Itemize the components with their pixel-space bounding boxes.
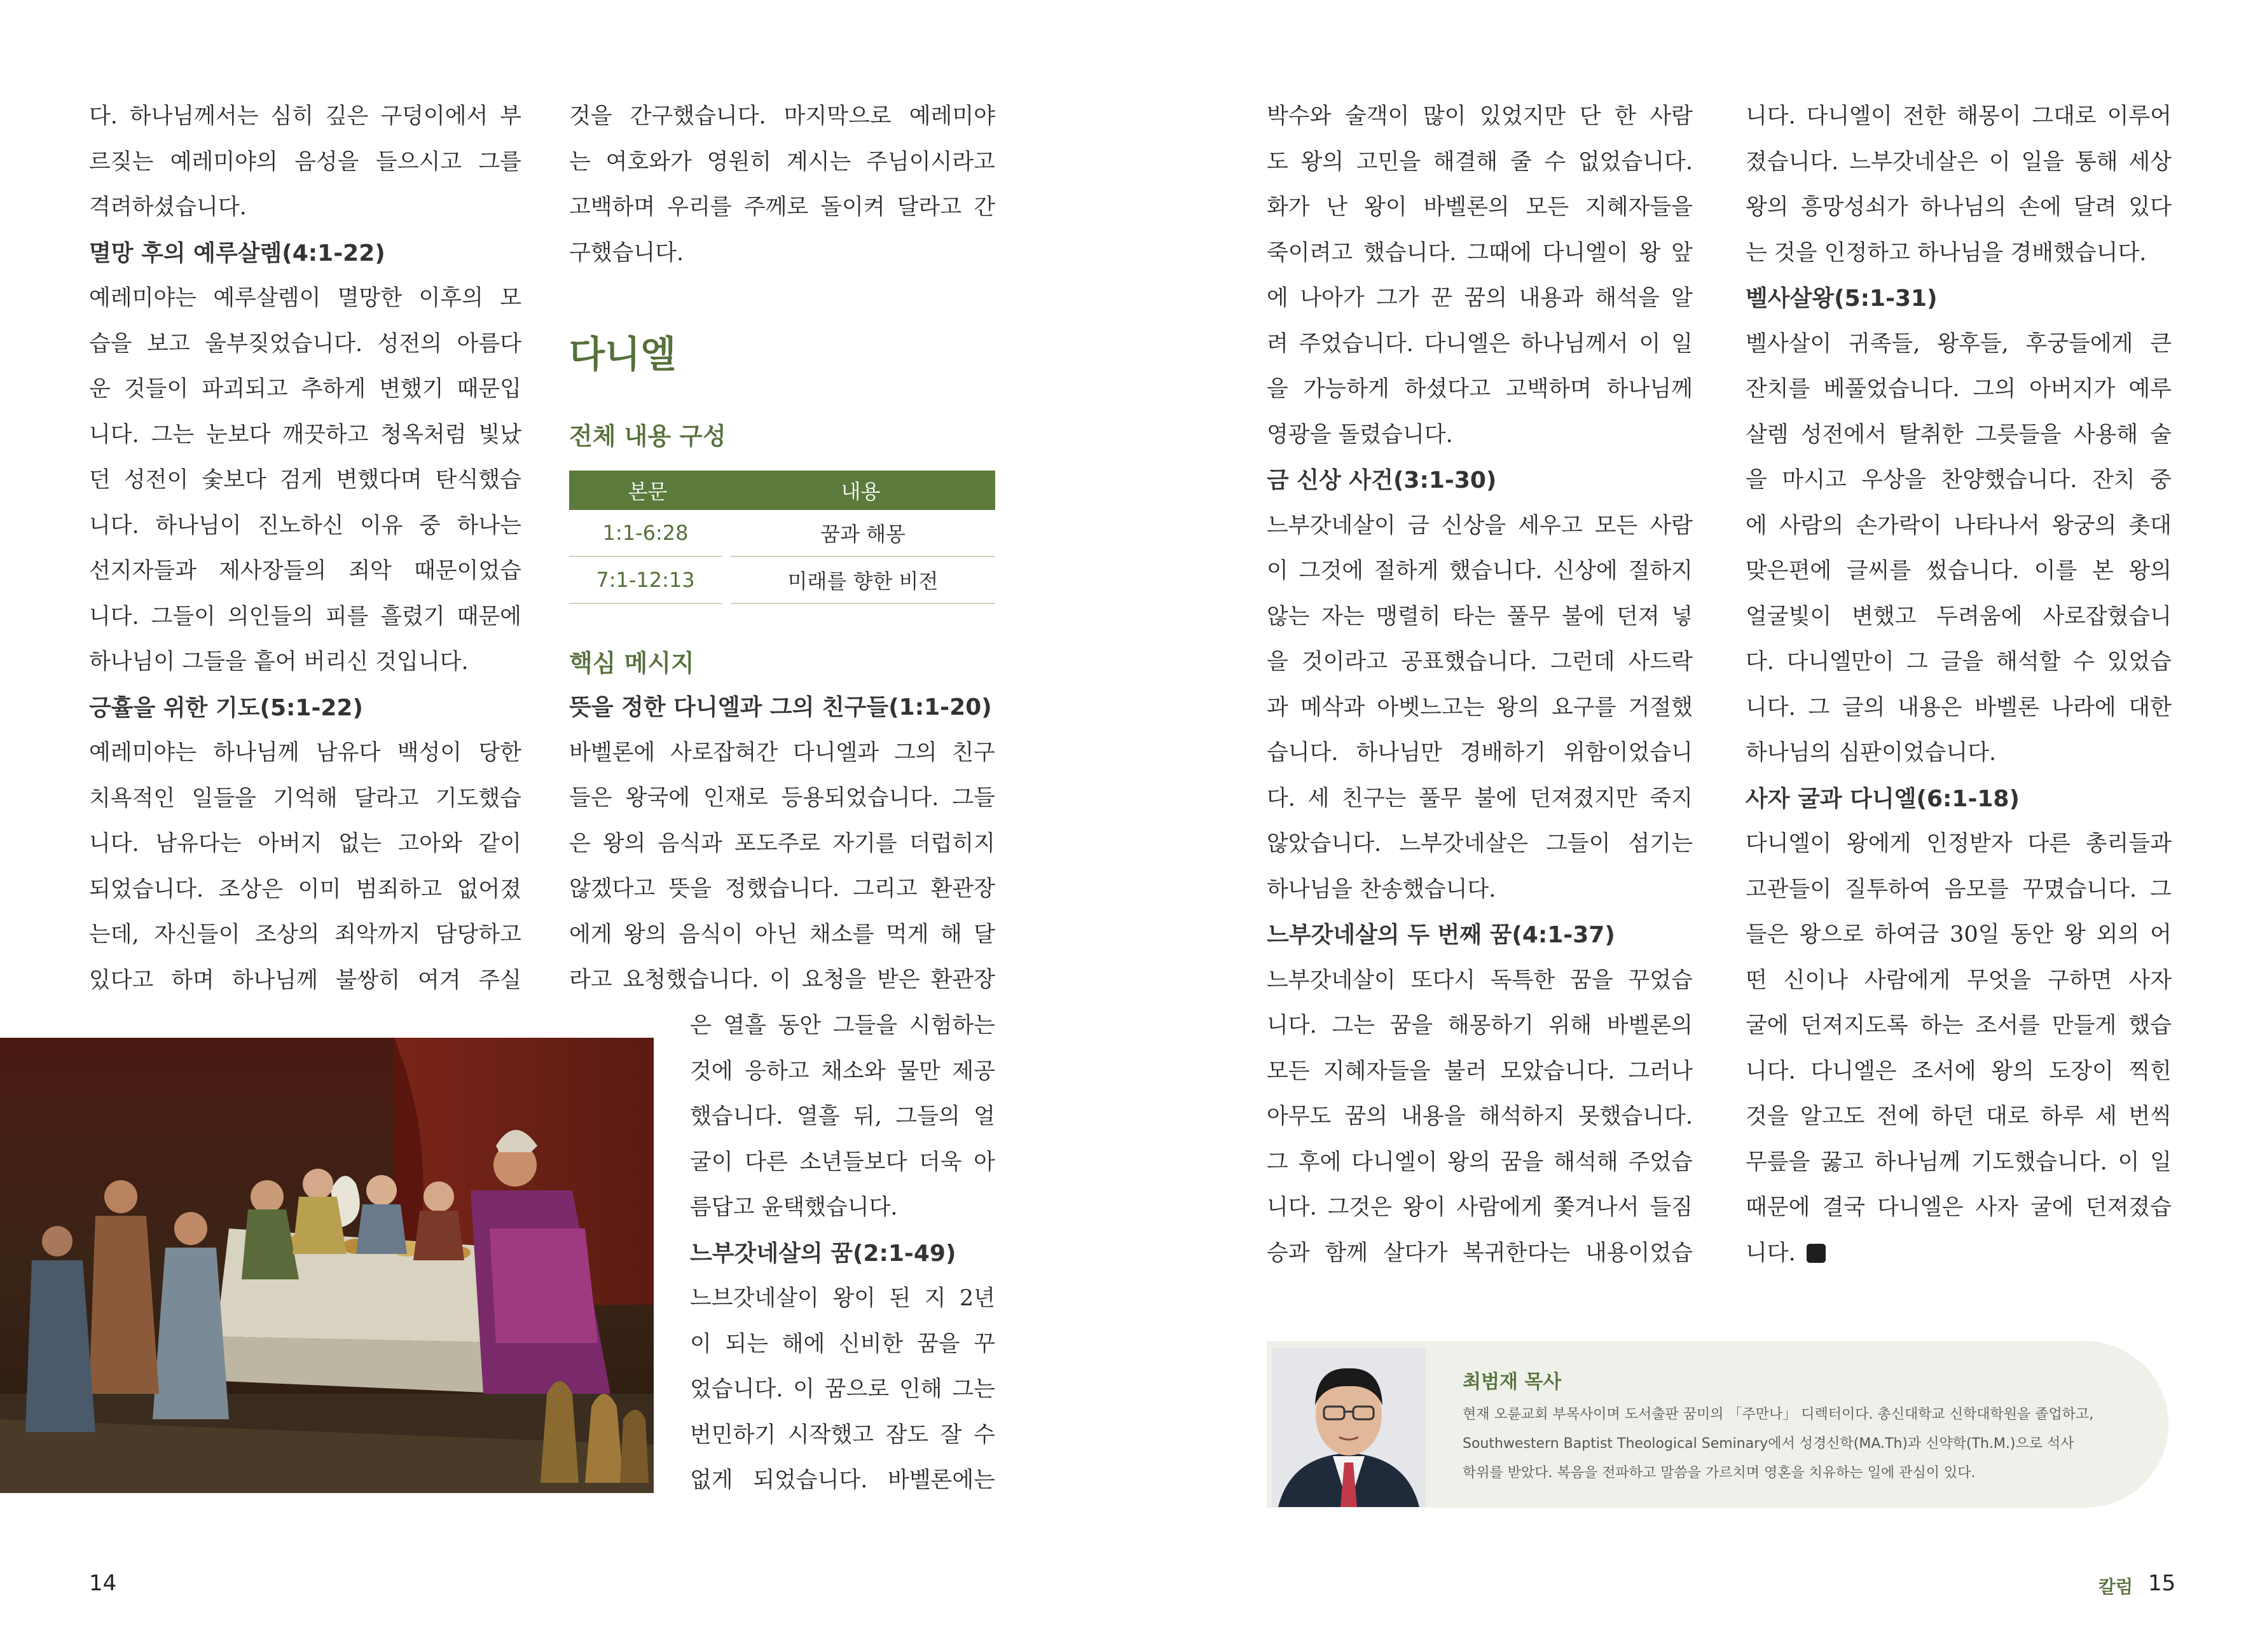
text-line: 르짖는 예레미야의 음성을 들으시고 그를 (89, 149, 521, 175)
table-header: 본문 (569, 471, 726, 510)
text-line: 던 성전이 숯보다 검게 변했다며 탄식했습 (89, 467, 521, 493)
text-line: 있다고 하며 하나님께 불쌍히 여겨 주실 (89, 967, 521, 993)
text-line: 않겠다고 뜻을 정했습니다. 그리고 환관장 (569, 876, 995, 902)
text-line: 니다. 다니엘은 조서에 왕의 도장이 찍힌 (1746, 1058, 2172, 1084)
text-line: 에 나아가 그가 꾼 꿈의 내용과 해석을 알 (1267, 286, 1693, 311)
text-line: 는 것을 인정하고 하나님을 경배했습니다. (1746, 240, 2147, 266)
text-line: 것에 응하고 채소와 물만 제공 (690, 1058, 995, 1084)
text-line: 승과 함께 살다가 복귀한다는 내용이었습 (1267, 1240, 1693, 1266)
text-line: 들은 왕으로 하여금 30일 동안 왕 외의 어 (1746, 922, 2172, 947)
bio-line: 학위를 받았다. 복음을 전파하고 말씀을 가르치며 영혼을 치유하는 일에 관심이 있다. (1463, 1465, 1976, 1481)
text-line: 때문에 결국 다니엘은 사자 굴에 던져졌습 (1746, 1195, 2172, 1220)
text-line: 않는 자는 맹렬히 타는 풀무 불에 던져 넣 (1267, 603, 1693, 630)
text-line: 벨사살이 귀족들, 왕후들, 후궁들에게 큰 (1746, 331, 2172, 357)
text-line: 을 마시고 우상을 찬양했습니다. 잔치 중 (1746, 467, 2172, 493)
text-line: 맞은편에 글씨를 썼습니다. 이를 본 왕의 (1746, 558, 2172, 584)
text-line: 니다. 하나님이 진노하신 이유 중 하나는 (89, 513, 521, 539)
text-line: 구했습니다. (569, 240, 684, 266)
text-line: 고백하며 우리를 주께로 돌이켜 달라고 간 (569, 195, 995, 220)
text-line: 라고 요청했습니다. 이 요청을 받은 환관장 (569, 967, 995, 993)
text-line: 은 왕의 음식과 포도주로 자기를 더럽히지 (569, 830, 995, 857)
table-row (569, 556, 995, 603)
text-line: 는데, 자신들이 조상의 죄악까지 담당하고 (89, 922, 521, 947)
text-line: 고관들이 질투하여 음모를 꾸몄습니다. 그 (1746, 876, 2172, 902)
text-line: 니다. 그 글의 내용은 바벨론 나라에 대한 (1746, 694, 2172, 720)
end-mark-icon (1807, 1244, 1826, 1263)
author-name: 최범재 목사 (1463, 1371, 1562, 1393)
table-header: 내용 (726, 471, 995, 510)
left-column-2-bottom (569, 685, 995, 1003)
text-line: 니다. 그들이 의인들의 피를 흘렸기 때문에 (89, 603, 521, 630)
text-line: 들은 왕국에 인재로 등용되었습니다. 그들 (569, 785, 995, 811)
banquet-painting (0, 1038, 654, 1493)
text-line: 니다. 그것은 왕이 사람에게 쫓겨나서 들짐 (1267, 1195, 1693, 1220)
text-line: 바벨론에 사로잡혀간 다니엘과 그의 친구 (569, 740, 995, 766)
text-line: 이 그것에 절하게 했습니다. 신상에 절하지 (1267, 558, 1693, 584)
text-line: 운 것들이 파괴되고 추하게 변했기 때문입 (89, 376, 521, 402)
text-line: 영광을 돌렸습니다. (1267, 422, 1453, 448)
text-line: 을 가능하게 하셨다고 고백하며 하나님께 (1267, 376, 1693, 402)
subheading-lions-den: 사자 굴과 다니엘(6:1-18) (1746, 785, 2020, 812)
text-line: 그 후에 다니엘이 왕의 꿈을 해석해 주었습 (1267, 1149, 1693, 1175)
subheading-daniel-friends: 뜻을 정한 다니엘과 그의 친구들(1:1-20) (569, 694, 992, 720)
bio-line: Southwestern Baptist Theological Seminary에서 성경신학(MA.Th)과 신약학(Th.M.)으로 석사 (1463, 1436, 2074, 1452)
text-line: 없게 되었습니다. 바벨론에는 (690, 1468, 995, 1493)
table-cell: 미래를 향한 비전 (726, 556, 995, 603)
text-line: 하나님의 심판이었습니다. (1746, 740, 1997, 766)
text-line: 얼굴빛이 변했고 두려움에 사로잡혔습니 (1746, 603, 2172, 630)
key-message-title: 핵심 메시지 (569, 649, 694, 677)
toc-title: 전체 내용 구성 (569, 422, 726, 450)
text-line: 다니엘이 왕에게 인정받자 다른 총리들과 (1746, 831, 2172, 857)
text-line: 하나님이 그들을 흩어 버리신 것입니다. (89, 649, 469, 675)
subheading-second-dream: 느부갓네살의 두 번째 꿈(4:1-37) (1267, 922, 1615, 948)
section-title-daniel: 다니엘 (569, 333, 677, 376)
content-structure-table (569, 471, 995, 604)
subheading-belshazzar: 벨사살왕(5:1-31) (1746, 286, 1938, 312)
page-number-right: 15 (2148, 1571, 2176, 1596)
text-line: 니다. 남유다는 아버지 없는 고아와 같이 (89, 831, 521, 857)
subheading-golden-statue: 금 신상 사건(3:1-30) (1267, 467, 1497, 493)
right-column-1 (1267, 94, 1693, 1276)
text-line: 습니다. 하나님만 경배하기 위함이었습니 (1267, 740, 1693, 766)
text-line: 다. 다니엘만이 그 글을 해석할 수 있었습 (1746, 649, 2172, 675)
text-line: 이 되는 해에 신비한 꿈을 꾸 (690, 1331, 995, 1357)
text-line: 도 왕의 고민을 해결해 줄 수 없었습니다. (1267, 149, 1693, 175)
text-line: 는 여호와가 영원히 계시는 주님이시라고 (569, 149, 995, 175)
table-cell: 7:1-12:13 (569, 556, 726, 603)
text-line: 름답고 윤택했습니다. (690, 1195, 898, 1220)
author-photo (1272, 1348, 1426, 1507)
text-line: 모든 지혜자들을 불러 모았습니다. 그러나 (1267, 1058, 1693, 1084)
text-line: 않았습니다. 느부갓네살은 그들이 섬기는 (1267, 831, 1693, 857)
text-line: 었습니다. 이 꿈으로 인해 그는 (690, 1377, 995, 1402)
text-line: 것을 간구했습니다. 마지막으로 예레미야 (569, 104, 995, 129)
text-line: 니다. 다니엘이 전한 해몽이 그대로 이루어 (1746, 104, 2172, 129)
text-line: 을 것이라고 공표했습니다. 그런데 사드락 (1267, 649, 1693, 675)
text-line: 아무도 꿈의 내용을 해석하지 못했습니다. (1267, 1104, 1693, 1129)
text-line: 과 메삭과 아벳느고는 왕의 요구를 거절했 (1267, 694, 1693, 720)
text-line: 니다. (1746, 1240, 1796, 1266)
text-line: 살렘 성전에서 탈취한 그릇들을 사용해 술 (1746, 422, 2172, 448)
text-line: 되었습니다. 조상은 이미 범죄하고 없어졌 (89, 876, 521, 902)
text-line: 잔치를 베풀었습니다. 그의 아버지가 예루 (1746, 376, 2172, 402)
text-line: 느부갓네살이 또다시 독특한 꿈을 꾸었습 (1267, 967, 1693, 993)
subheading-jerusalem: 멸망 후의 예루살렘(4:1-22) (89, 240, 385, 266)
subheading-prayer: 긍휼을 위한 기도(5:1-22) (89, 694, 363, 721)
text-line: 떤 신이나 사람에게 무엇을 구하면 사자 (1746, 967, 2172, 993)
table-cell: 1:1-6:28 (569, 510, 726, 556)
text-line: 굴에 던져지도록 하는 조서를 만들게 했습 (1746, 1013, 2172, 1038)
text-line: 무릎을 꿇고 하나님께 기도했습니다. 이 일 (1746, 1149, 2172, 1175)
text-line: 은 열흘 동안 그들을 시험하는 (690, 1013, 995, 1038)
text-line: 다. 하나님께서는 심히 깊은 구덩이에서 부 (89, 104, 521, 129)
text-line: 다. 세 친구는 풀무 불에 던져졌지만 죽지 (1267, 785, 1693, 811)
author-bio (1463, 1400, 2093, 1488)
text-line: 굴이 다른 소년들보다 더욱 아 (690, 1149, 995, 1175)
text-line (1746, 1231, 2172, 1277)
text-line: 니다. 그는 눈보다 깨끗하고 청옥처럼 빛났 (89, 422, 521, 448)
text-line: 졌습니다. 느부갓네살은 이 일을 통해 세상 (1746, 149, 2172, 175)
left-column-2-wrap (690, 1003, 995, 1504)
left-column-2-top (569, 94, 995, 276)
text-line: 것을 알고도 전에 하던 대로 하루 세 번씩 (1746, 1104, 2172, 1129)
text-line: 번민하기 시작했고 잠도 잘 수 (690, 1422, 995, 1448)
table-cell: 꿈과 해몽 (726, 510, 995, 556)
text-line: 습을 보고 울부짖었습니다. 성전의 아름다 (89, 331, 521, 357)
author-portrait (1272, 1348, 1426, 1507)
text-line: 왕의 흥망성쇠가 하나님의 손에 달려 있다 (1746, 195, 2172, 220)
text-line: 선지자들과 제사장들의 죄악 때문이었습 (89, 558, 521, 584)
left-column-1 (89, 94, 521, 1003)
text-line: 죽이려고 했습니다. 그때에 다니엘이 왕 앞 (1267, 240, 1693, 266)
text-line: 니다. 그는 꿈을 해몽하기 위해 바벨론의 (1267, 1013, 1693, 1038)
section-label-column: 칼럼 (2098, 1576, 2133, 1597)
text-line: 격려하셨습니다. (89, 195, 247, 220)
page-number-left: 14 (89, 1571, 117, 1596)
text-line: 려 주었습니다. 다니엘은 하나님께서 이 일 (1267, 331, 1693, 357)
text-line: 화가 난 왕이 바벨론의 모든 지혜자들을 (1267, 195, 1693, 220)
text-line: 예레미야는 하나님께 남유다 백성이 당한 (89, 740, 521, 766)
text-line: 에게 왕의 음식이 아닌 채소를 먹게 해 달 (569, 921, 995, 947)
subheading-nebuchadnezzar-dream: 느부갓네살의 꿈(2:1-49) (690, 1240, 956, 1267)
text-line: 박수와 술객이 많이 있었지만 단 한 사람 (1267, 104, 1693, 129)
text-line: 에 사람의 손가락이 나타나서 왕궁의 촛대 (1746, 513, 2172, 539)
text-line: 했습니다. 열흘 뒤, 그들의 얼 (690, 1104, 995, 1129)
table-row (569, 510, 995, 556)
right-column-2 (1746, 94, 2172, 1276)
text-line: 치욕적인 일들을 기억해 달라고 기도했습 (89, 785, 521, 811)
text-line: 느부갓네살이 금 신상을 세우고 모든 사람 (1267, 513, 1693, 539)
text-line: 느브갓네살이 왕이 된 지 2년 (690, 1286, 995, 1311)
text-line: 예레미야는 예루살렘이 멸망한 이후의 모 (89, 286, 521, 311)
bio-line: 현재 오륜교회 부목사이며 도서출판 꿈미의 「주만나」 디렉터이다. 총신대학교 신학대학원을 졸업하고, (1463, 1407, 2094, 1422)
text-line: 하나님을 찬송했습니다. (1267, 876, 1496, 902)
